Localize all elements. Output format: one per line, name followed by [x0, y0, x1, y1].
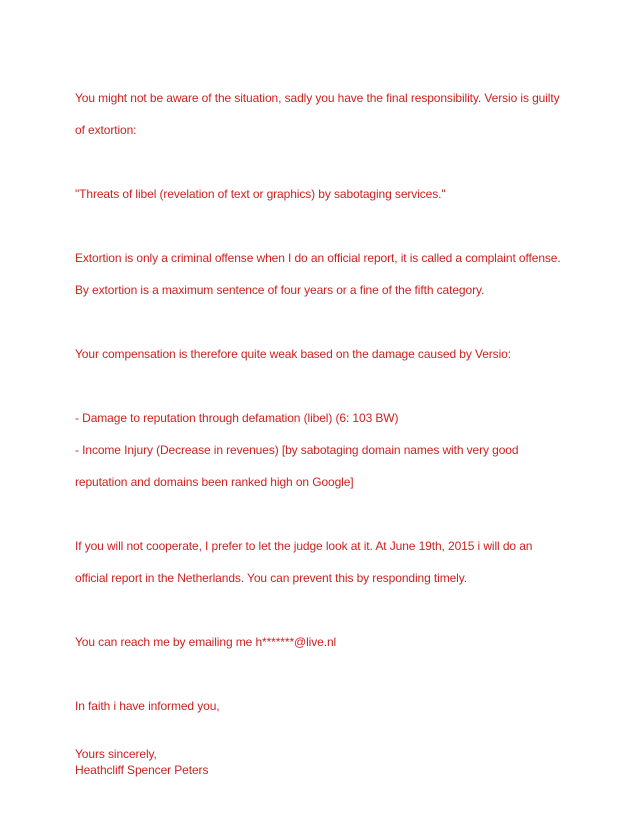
text-line: Extortion is only a criminal offense when I do an official report, it is called a complaint offense. [75, 251, 561, 265]
text-line: Your compensation is therefore quite weak based on the damage caused by Versio: [75, 347, 511, 361]
signature-name: Heathcliff Spencer Peters [75, 763, 209, 777]
list-item: - Damage to reputation through defamation (libel) (6: 103 BW) [75, 411, 399, 425]
paragraph-contact [75, 618, 575, 666]
signature-block [75, 746, 575, 778]
paragraph-extortion [75, 234, 575, 314]
paragraph-quote [75, 170, 575, 218]
paragraph-cooperation [75, 522, 575, 602]
text-line: official report in the Netherlands. You can prevent this by responding timely. [75, 571, 467, 585]
paragraph-responsibility [75, 74, 575, 154]
text-line: If you will not cooperate, I prefer to let the judge look at it. At June 19th, 2015 i will do an [75, 539, 533, 553]
text-line: "Threats of libel (revelation of text or graphics) by sabotaging services." [75, 187, 446, 201]
letter-body [75, 74, 575, 778]
text-line: By extortion is a maximum sentence of four years or a fine of the fifth category. [75, 283, 485, 297]
paragraph-damages-list [75, 394, 575, 506]
paragraph-compensation [75, 330, 575, 378]
text-line: of extortion: [75, 123, 137, 137]
paragraph-informed [75, 682, 575, 730]
text-line: You might not be aware of the situation, sadly you have the final responsibility. Versio is guilty [75, 91, 560, 105]
list-item: - Income Injury (Decrease in revenues) [by sabotaging domain names with very good [75, 443, 519, 457]
contact-line: You can reach me by emailing me h*******@live.nl [75, 635, 337, 649]
closing-line: Yours sincerely, [75, 747, 157, 761]
text-line: In faith i have informed you, [75, 699, 220, 713]
list-item-continuation: reputation and domains been ranked high on Google] [75, 475, 354, 489]
